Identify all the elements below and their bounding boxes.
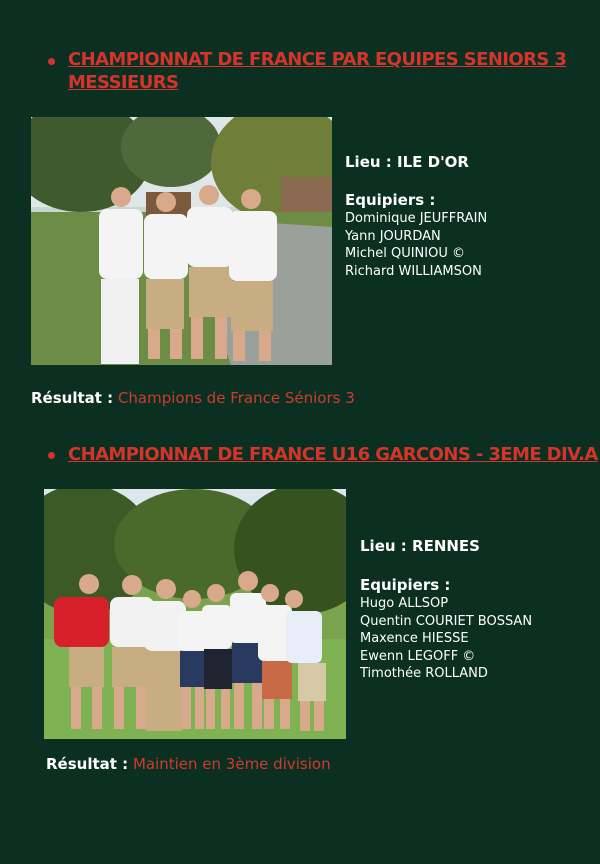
list-item: Ewenn LEGOFF © (360, 648, 476, 664)
section-title-seniors[interactable]: CHAMPIONNAT DE FRANCE PAR EQUIPES SENIORS 3 MESSIEURS (68, 49, 567, 93)
list-item: Dominique JEUFFRAIN (345, 211, 488, 226)
section-title-u16[interactable]: CHAMPIONNAT DE FRANCE U16 GARCONS - 3EME DIV.A (68, 444, 598, 465)
bullet-icon (48, 58, 55, 65)
equipiers-list (345, 210, 487, 280)
equipiers-label: Equipiers : (345, 191, 436, 209)
lieu-line: Lieu : ILE D'OR (345, 153, 469, 171)
list-item: Timothée ROLLAND (360, 666, 488, 681)
equipiers-label: Equipiers : (360, 576, 451, 594)
result-line-u16: Résultat : Maintien en 3ème division (46, 755, 331, 773)
lieu-line: Lieu : RENNES (360, 537, 480, 555)
list-item: Richard WILLIAMSON (345, 263, 482, 279)
list-item: Quentin COURIET BOSSAN (360, 613, 533, 629)
result-line-seniors: Résultat : Champions de France Séniors 3 (31, 389, 355, 407)
list-item: Hugo ALLSOP (360, 596, 449, 611)
list-item: Maxence HIESSE (360, 631, 469, 646)
team-photo-u16 (44, 489, 346, 739)
list-item: Yann JOURDAN (345, 228, 441, 244)
info-block-seniors (345, 153, 487, 280)
team-photo-seniors (31, 117, 332, 365)
list-item: Michel QUINIOU © (345, 246, 465, 261)
equipiers-list (360, 595, 532, 683)
bullet-icon (48, 452, 55, 459)
info-block-u16 (360, 537, 532, 683)
